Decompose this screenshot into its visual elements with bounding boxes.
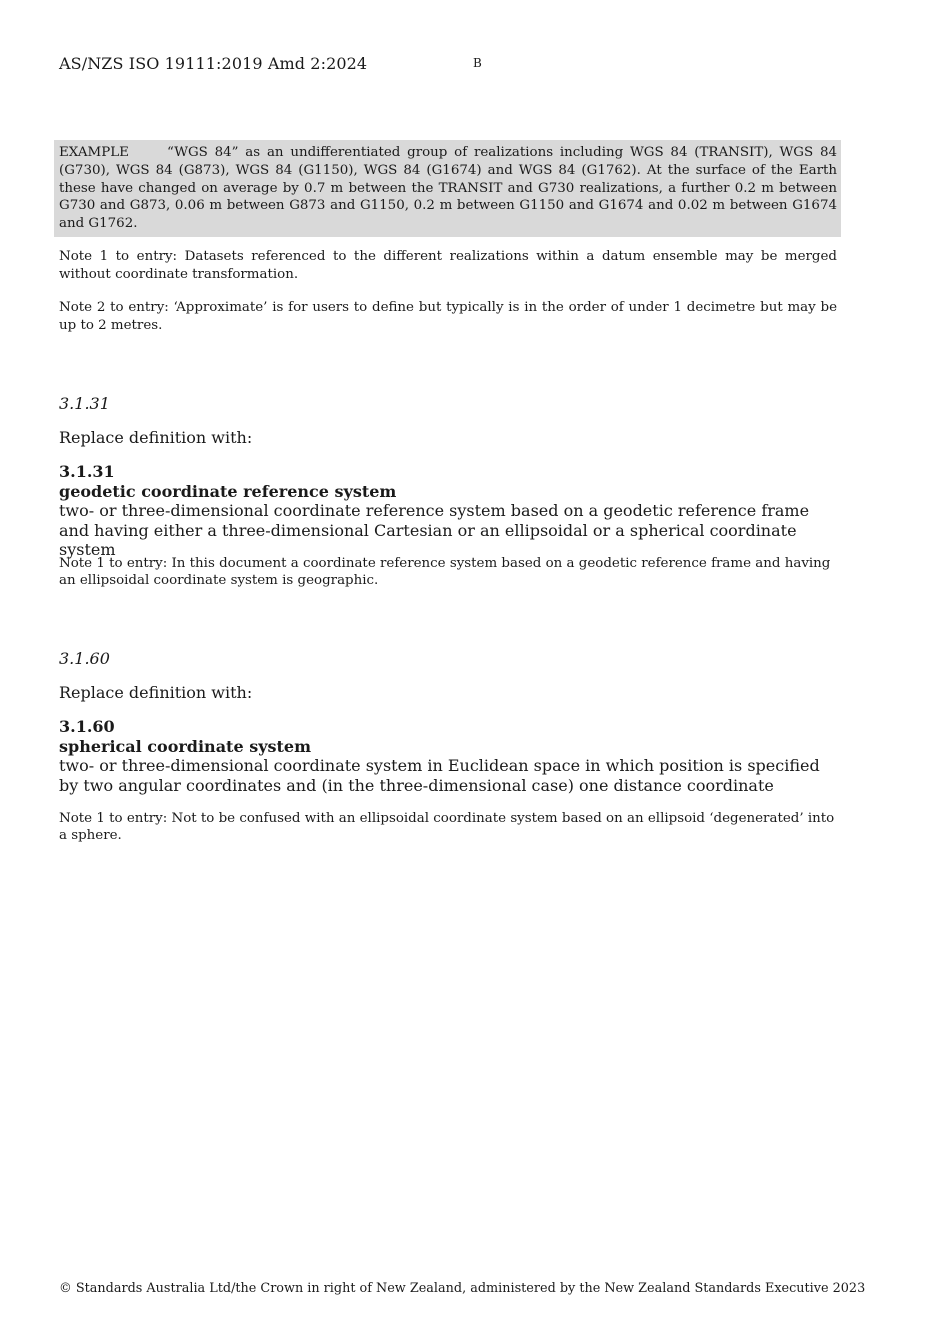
copyright-footer: © Standards Australia Ltd/the Crown in right of New Zealand, administered by the New Zealand Standards Executive 2023: [59, 1281, 866, 1296]
page-marker: B: [473, 56, 482, 70]
note-datum-ensemble: Note 1 to entry: Datasets referenced to the different realizations within a datum ensemble may be merged without coordinate transformation.: [59, 249, 837, 282]
term-definition: two- or three-dimensional coordinate system in Euclidean space in which position is specified by two angular coordinates and (in the three-dimensional case) one distance coordinate: [59, 756, 820, 795]
term-number: 3.1.31: [59, 462, 115, 481]
section-ref-3-1-60: 3.1.60: [59, 649, 110, 668]
note-approximate: Note 2 to entry: ‘Approximate’ is for users to define but typically is in the order of under 1 decimetre but may be up to 2 metres.: [59, 300, 837, 333]
example-paragraph: [59, 144, 837, 233]
term-number: 3.1.60: [59, 717, 115, 736]
term-definition: two- or three-dimensional coordinate reference system based on a geodetic reference frame and having either a three-dimensional Cartesian or an ellipsoidal or a spherical coordinate system: [59, 501, 810, 559]
example-text: “WGS 84” as an undifferentiated group of realizations including WGS 84 (TRANSIT), WGS 84 (G730), WGS 84 (G873), WGS 84 (G1150), WGS 84 (G1674) and WGS 84 (G1762). At the surface of the Earth these have changed on average by 0.7 m between the TRANSIT and G730 realizations, a further 0.2 m between G730 and G873, 0.06 m between G873 and G1150, 0.2 m between G1150 and G1674 and 0.02 m between G1674 and G1762.: [59, 145, 837, 232]
document-header-standard: AS/NZS ISO 19111:2019 Amd 2:2024: [59, 54, 368, 73]
example-label: EXAMPLE: [59, 145, 129, 160]
term-entry-3-1-31: [59, 462, 839, 560]
replace-instruction-3-1-31: Replace definition with:: [59, 428, 253, 447]
section-ref-3-1-31: 3.1.31: [59, 394, 110, 413]
note-ellipsoid-degenerated: Note 1 to entry: Not to be confused with an ellipsoidal coordinate system based on an ellipsoid ‘degenerated’ into a sphere.: [59, 811, 835, 844]
replace-instruction-3-1-60: Replace definition with:: [59, 683, 253, 702]
note-geographic: Note 1 to entry: In this document a coordinate reference system based on a geodetic reference frame and having an ellipsoidal coordinate system is geographic.: [59, 556, 831, 589]
term-entry-3-1-60: [59, 717, 839, 795]
term-name: spherical coordinate system: [59, 736, 312, 756]
term-name: geodetic coordinate reference system: [59, 481, 397, 501]
